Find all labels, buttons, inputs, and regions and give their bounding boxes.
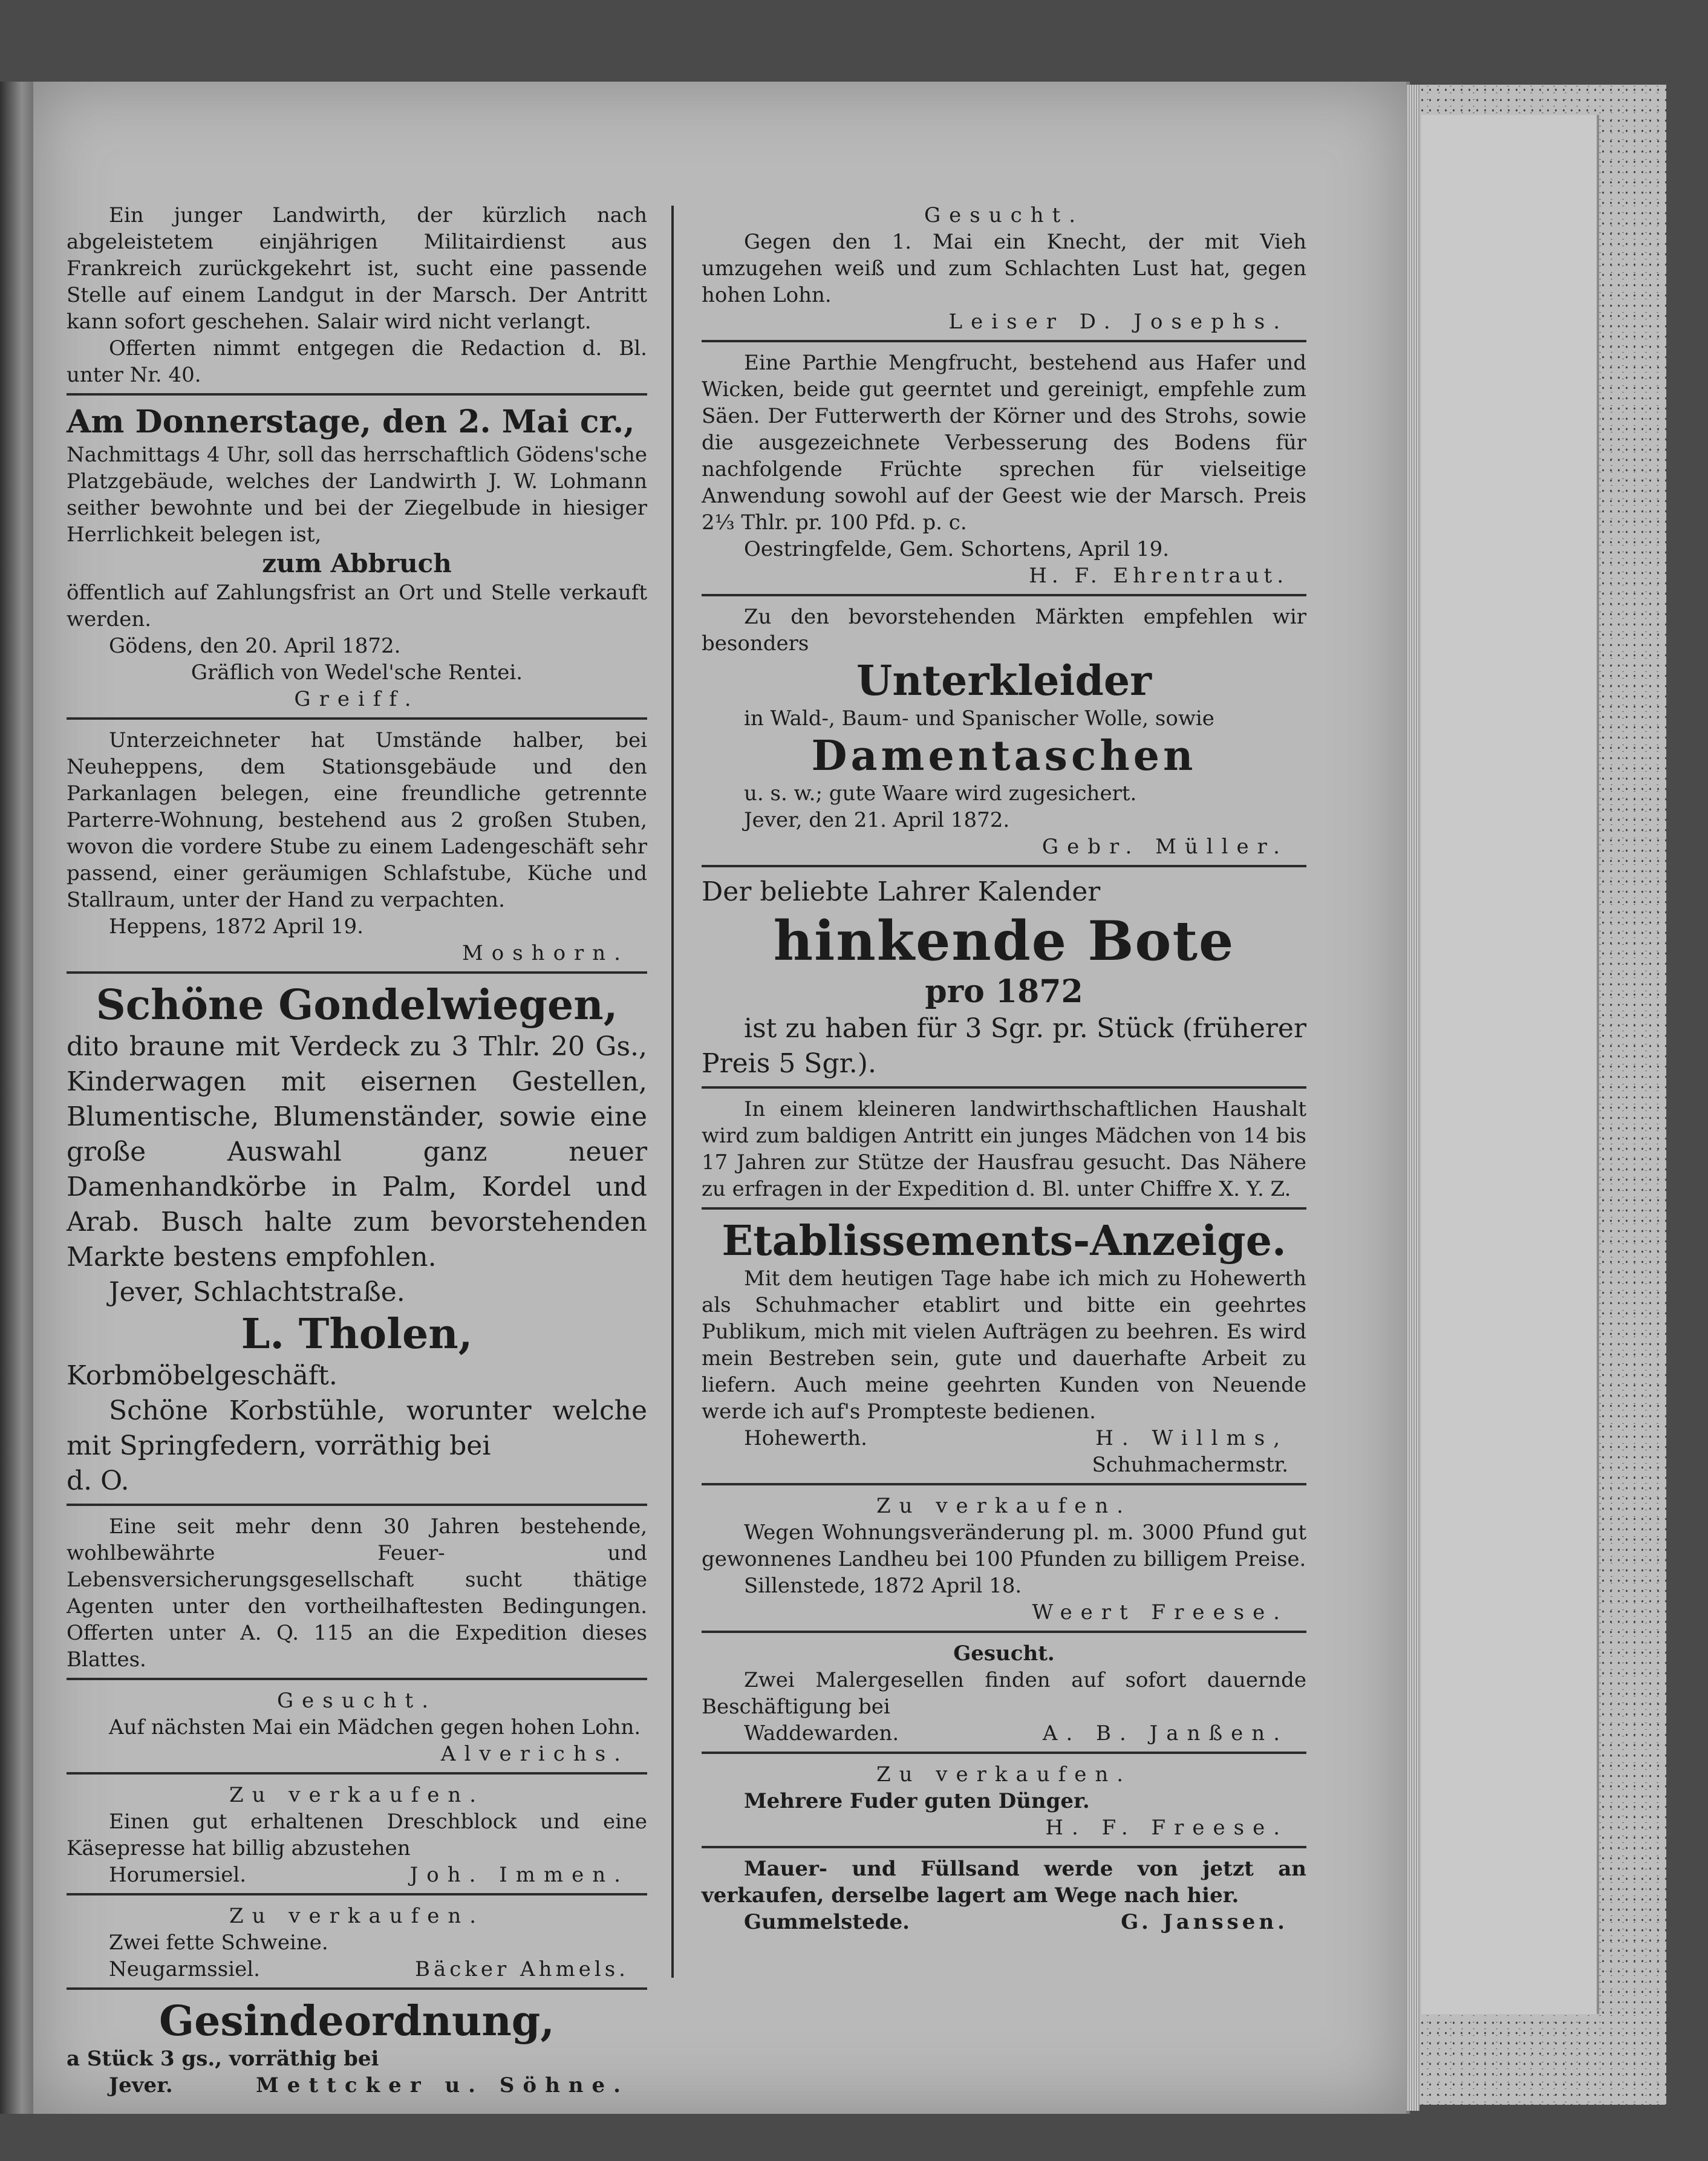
- ad-signature: H. F. Freese.: [1045, 1816, 1288, 1840]
- ad-heading: Etablissements-Anzeige.: [722, 1217, 1286, 1265]
- ad-heading: Schöne Gondelwiegen,: [96, 981, 618, 1029]
- ad-heading: Zu verkaufen.: [876, 1494, 1132, 1518]
- ad-text: dito braune mit Verdeck zu 3 Thlr. 20 Gs., Kinderwagen mit eisernen Gestellen, Blumentische, Blumenständer, sowie eine große Auswahl ganz neuer Damenhandkörbe in Palm, Kordel und Arab. Busch halte zum bevorstehenden Markte bestens empfohlen.: [67, 1031, 647, 1273]
- ad-text: Zwei fette Schweine.: [109, 1931, 328, 1955]
- ad-text: in Wald-, Baum- und Spanischer Wolle, sowie: [744, 706, 1214, 731]
- ad-merchant-name: L. Tholen,: [241, 1310, 473, 1358]
- ad-place: Gummelstede.: [744, 1910, 910, 1934]
- ad-text: Schöne Korbstühle, worunter welche mit Springfedern, vorräthig bei: [67, 1395, 647, 1461]
- column-divider: [671, 206, 674, 1978]
- ad-place-date: Oestringfelde, Gem. Schortens, April 19.: [744, 537, 1170, 561]
- ad-signature: Leiser D. Josephs.: [948, 310, 1288, 334]
- ad-heading: Gesucht.: [924, 203, 1084, 227]
- ad-subheading: pro 1872: [925, 973, 1083, 1010]
- ad-text: Eine Parthie Mengfrucht, bestehend aus Hafer und Wicken, beide gut geerntet und gereinigt, empfehle zum Säen. Der Futterwerth der Körner und des Strohs, sowie die ausgezeichnete Verbesserung des Bodens für nachfolgende Früchte sprechen für vielseitige Anwendung sowohl auf der Geest wie der Marsch. Preis 2⅓ Thlr. pr. 100 Pfd. p. c.: [702, 351, 1306, 535]
- ad-signature: H. F. Ehrentraut.: [1029, 564, 1288, 588]
- ad-duenger: [702, 1759, 1306, 1848]
- ad-text: Unterzeichneter hat Umstände halber, bei Neuheppens, dem Stationsgebäude und den Parkanlagen belegen, eine freundliche getrennte Parterre-Wohnung, bestehend aus 2 großen Stuben, wovon die vordere Stube zu einem Ladengeschäft sehr passend, einer geräumigen Schlafstube, Küche und Stallraum, unter der Hand zu verpachten.: [67, 728, 647, 912]
- ad-landheu: [702, 1490, 1306, 1633]
- ad-organisation: Gräflich von Wedel'sche Rentei.: [191, 660, 523, 685]
- ad-mengfrucht: [702, 347, 1306, 596]
- ad-gondelwiegen: [67, 979, 647, 1506]
- ad-signature: Greiff.: [294, 687, 420, 711]
- ad-signature: Weert Freese.: [1032, 1600, 1288, 1625]
- ad-kalender: [702, 872, 1306, 1089]
- ad-signature: Alverichs.: [440, 1742, 629, 1766]
- ad-text: a Stück 3 gs., vorräthig bei: [67, 2047, 379, 2071]
- ad-place-date: Jever, den 21. April 1872.: [744, 808, 1010, 832]
- ad-pretitle: Der beliebte Lahrer Kalender: [702, 876, 1101, 907]
- ad-signature: G. Janssen.: [1121, 1910, 1288, 1934]
- ad-trade: Schuhmachermstr.: [1092, 1453, 1288, 1477]
- ad-signature: Joh. Immen.: [409, 1863, 629, 1887]
- ad-heading: Damentaschen: [811, 732, 1197, 780]
- left-column: [67, 200, 647, 2108]
- ad-text: Zwei Malergesellen finden auf sofort dauernde Beschäftigung bei: [702, 1668, 1306, 1719]
- ad-heading: Zu verkaufen.: [229, 1904, 485, 1928]
- ad-place-date: Gödens, den 20. April 1872.: [109, 634, 401, 658]
- ad-signature: d. O.: [67, 1465, 129, 1496]
- ad-heading: Unterkleider: [856, 657, 1152, 705]
- ad-heading: Gesucht.: [276, 1689, 437, 1713]
- ad-heading: Zu verkaufen.: [229, 1783, 485, 1807]
- ad-heading: Gesindeordnung,: [159, 1997, 555, 2045]
- ad-text: Zu den bevorstehenden Märkten empfehlen wir besonders: [702, 605, 1306, 656]
- book-cover-inner: [1421, 115, 1597, 2014]
- ad-gesucht-maedchen: [67, 1685, 647, 1775]
- ad-signature: Gebr. Müller.: [1041, 835, 1288, 859]
- ad-place: Hohewerth.: [744, 1426, 867, 1450]
- ad-text: u. s. w.; gute Waare wird zugesichert.: [744, 781, 1137, 806]
- ad-malergesellen: [702, 1638, 1306, 1754]
- ad-heading: Am Donnerstage, den 2. Mai cr.,: [67, 403, 635, 440]
- ad-etablissement: [702, 1214, 1306, 1485]
- page-edges: [1406, 85, 1420, 2111]
- ad-abbruch: [67, 400, 647, 720]
- ad-text: Gegen den 1. Mai ein Knecht, der mit Vieh umzugehen weiß und zum Schlachten Lust hat, gegen hohen Lohn.: [702, 230, 1306, 307]
- ad-heading: hinkende Bote: [773, 909, 1235, 973]
- ad-heading: Gesucht.: [953, 1641, 1055, 1666]
- ad-text: Mehrere Fuder guten Dünger.: [744, 1789, 1090, 1813]
- ad-text: Nachmittags 4 Uhr, soll das herrschaftlich Gödens'sche Platzgebäude, welches der Landwirth J. W. Lohmann seither bewohnte und bei der Ziegelbude in hiesiger Herrlichkeit belegen ist,: [67, 443, 647, 547]
- ad-place-date: Sillenstede, 1872 April 18.: [744, 1574, 1022, 1598]
- ad-text: öffentlich auf Zahlungsfrist an Ort und Stelle verkauft werden.: [67, 581, 647, 631]
- book-spine-left: [0, 82, 36, 2114]
- ad-dreschblock: [67, 1779, 647, 1895]
- ad-signature: Mettcker u. Söhne.: [256, 2073, 629, 2097]
- ad-signature: Moshorn.: [461, 941, 629, 965]
- ad-haushalt: [702, 1094, 1306, 1210]
- ad-text: Eine seit mehr denn 30 Jahren bestehende, wohlbewährte Feuer- und Lebensversicherungsgesellschaft sucht thätige Agenten unter den vortheilhaftesten Bedingungen. Offerten unter A. Q. 115 an die Expedition dieses Blattes.: [67, 1514, 647, 1672]
- ad-text: Wegen Wohnungsveränderung pl. m. 3000 Pfund gut gewonnenes Landheu bei 100 Pfunden zu billigem Preise.: [702, 1521, 1306, 1571]
- ad-knecht: [702, 200, 1306, 342]
- ad-versicherung: [67, 1511, 647, 1680]
- ad-heading: Zu verkaufen.: [876, 1762, 1132, 1787]
- ad-unterkleider: [702, 601, 1306, 867]
- ad-landwirth: [67, 200, 647, 396]
- ad-place: Waddewarden.: [744, 1721, 899, 1745]
- ad-text: Mauer- und Füllsand werde von jetzt an verkaufen, derselbe lagert am Wege nach hier.: [702, 1857, 1306, 1908]
- ad-place: Jever, Schlachtstraße.: [109, 1277, 405, 1308]
- ad-place: Neugarmssiel.: [109, 1957, 260, 1981]
- ad-wohnung: [67, 725, 647, 974]
- ad-offer: Offerten nimmt entgegen die Redaction d. Bl. unter Nr. 40.: [67, 336, 647, 387]
- ad-place: Horumersiel.: [109, 1863, 247, 1887]
- ad-fuellsand: [702, 1853, 1306, 1940]
- ad-text: Mit dem heutigen Tage habe ich mich zu Hohewerth als Schuhmacher etablirt und bitte ein geehrtes Publikum, mich mit vielen Aufträgen zu beehren. Es wird mein Bestreben sein, gute und dauerhafte Arbeit zu liefern. Auch meine geehrten Kunden von Neuende werde ich auf's Prompteste bedienen.: [702, 1266, 1306, 1424]
- ad-text: Einen gut erhaltenen Dreschblock und eine Käsepresse hat billig abzustehen: [67, 1810, 647, 1860]
- ad-text: ist zu haben für 3 Sgr. pr. Stück (früherer Preis 5 Sgr.).: [702, 1013, 1306, 1079]
- right-column: [702, 200, 1306, 1945]
- ad-place-date: Heppens, 1872 April 19.: [109, 914, 363, 939]
- ad-text: Ein junger Landwirth, der kürzlich nach abgeleistetem einjährigen Militairdienst aus Frankreich zurückgekehrt ist, sucht eine passende Stelle auf einem Landgut in der Marsch. Der Antritt kann sofort geschehen. Salair wird nicht verlangt.: [67, 203, 647, 334]
- ad-subheading: zum Abbruch: [262, 549, 452, 578]
- ad-signature: Bäcker Ahmels.: [414, 1957, 629, 1981]
- ad-signature: A. B. Janßen.: [1042, 1721, 1288, 1745]
- ad-schweine: [67, 1900, 647, 1990]
- ad-gesindeordnung: [67, 1995, 647, 2104]
- ad-trade: Korbmöbelgeschäft.: [67, 1360, 337, 1391]
- ad-text: In einem kleineren landwirthschaftlichen Haushalt wird zum baldigen Antritt ein junges Mädchen von 14 bis 17 Jahren zur Stütze der Hausfrau gesucht. Das Nähere zu erfragen in der Expedition d. Bl. unter Chiffre X. Y. Z.: [702, 1097, 1306, 1201]
- ad-signature: H. Willms,: [1095, 1426, 1288, 1450]
- ad-place: Jever.: [109, 2073, 173, 2097]
- ad-text: Auf nächsten Mai ein Mädchen gegen hohen Lohn.: [109, 1715, 641, 1739]
